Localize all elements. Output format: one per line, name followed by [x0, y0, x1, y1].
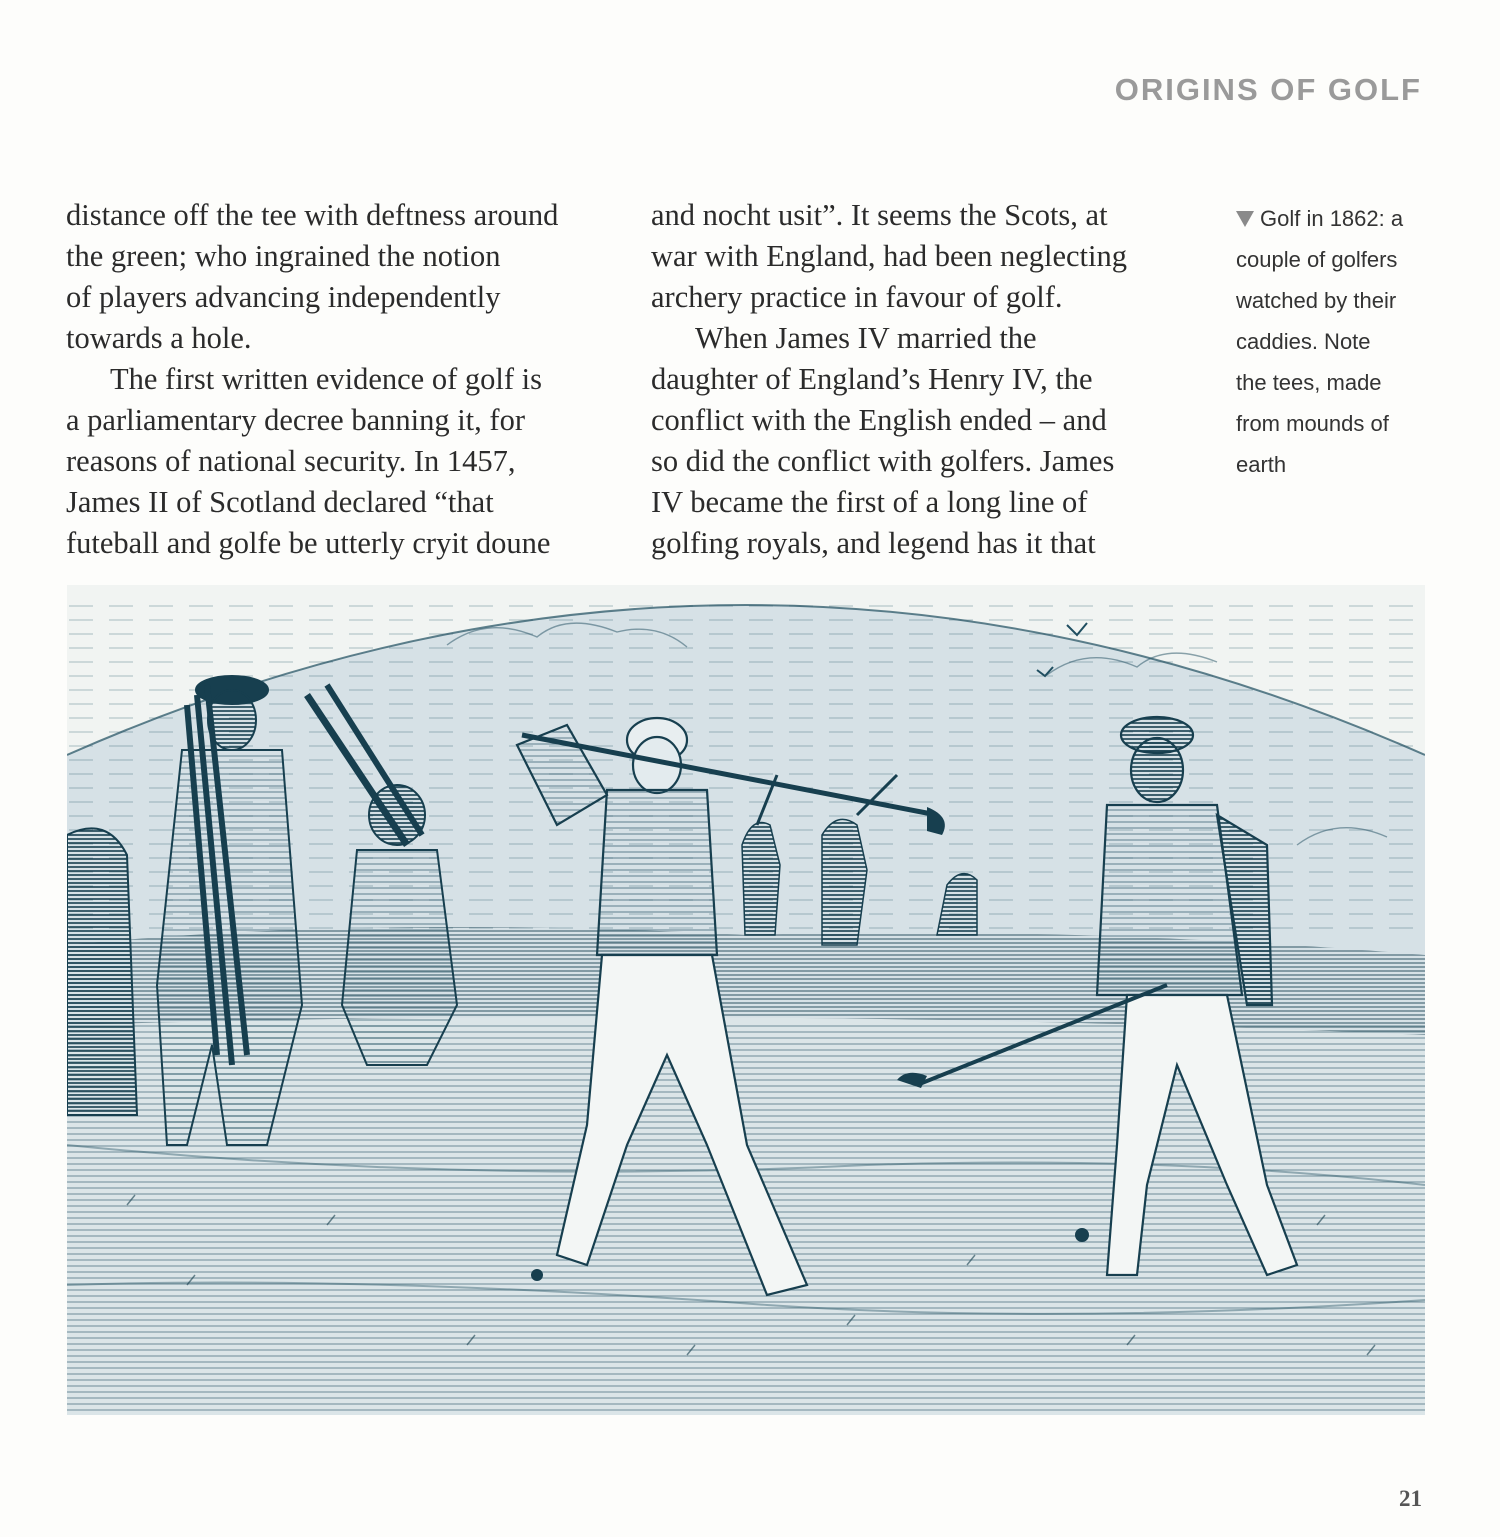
text-line: and nocht usit”. It seems the Scots, at: [651, 198, 1108, 232]
text-line: archery practice in favour of golf.: [651, 280, 1063, 314]
paragraph-1: [66, 195, 626, 359]
caption-line: earth: [1236, 452, 1287, 477]
caption-line: [1236, 198, 1456, 239]
caption-line: from mounds of: [1236, 411, 1389, 436]
text-line: war with England, had been neglecting: [651, 239, 1127, 273]
text-line: the green; who ingrained the notion: [66, 239, 501, 273]
running-title: ORIGINS OF GOLF: [1114, 72, 1422, 107]
page-number: 21: [1399, 1486, 1422, 1511]
caption-line: watched by their: [1236, 288, 1397, 313]
paragraph-4: [651, 318, 1211, 564]
caption-line: couple of golfers: [1236, 247, 1398, 272]
paragraph-2: [66, 359, 626, 564]
text-line: of players advancing independently: [66, 280, 501, 314]
golf-engraving-illustration: [67, 585, 1425, 1415]
text-column-middle: [651, 195, 1211, 564]
down-triangle-icon: [1236, 211, 1254, 227]
text-line: so did the conflict with golfers. James: [651, 444, 1115, 478]
text-line: The first written evidence of golf is: [110, 362, 542, 396]
text-line: James II of Scotland declared “that: [66, 485, 494, 519]
text-line: distance off the tee with deftness around: [66, 198, 559, 232]
text-line: conflict with the English ended – and: [651, 403, 1107, 437]
text-line: futeball and golfe be utterly cryit doune: [66, 526, 551, 560]
text-column-left: [66, 195, 626, 564]
text-line: golfing royals, and legend has it that: [651, 526, 1096, 560]
text-line: When James IV married the: [695, 321, 1037, 355]
caption-line: the tees, made: [1236, 370, 1382, 395]
text-line: reasons of national security. In 1457,: [66, 444, 516, 478]
text-line: daughter of England’s Henry IV, the: [651, 362, 1093, 396]
paragraph-3: [651, 195, 1211, 318]
text-line: IV became the first of a long line of: [651, 485, 1088, 519]
figure-caption: [1236, 198, 1456, 485]
engraving-svg: [67, 585, 1425, 1415]
caption-text: Golf in 1862: a: [1260, 206, 1404, 231]
text-line: towards a hole.: [66, 321, 252, 355]
caption-line: caddies. Note: [1236, 329, 1371, 354]
text-line: a parliamentary decree banning it, for: [66, 403, 525, 437]
